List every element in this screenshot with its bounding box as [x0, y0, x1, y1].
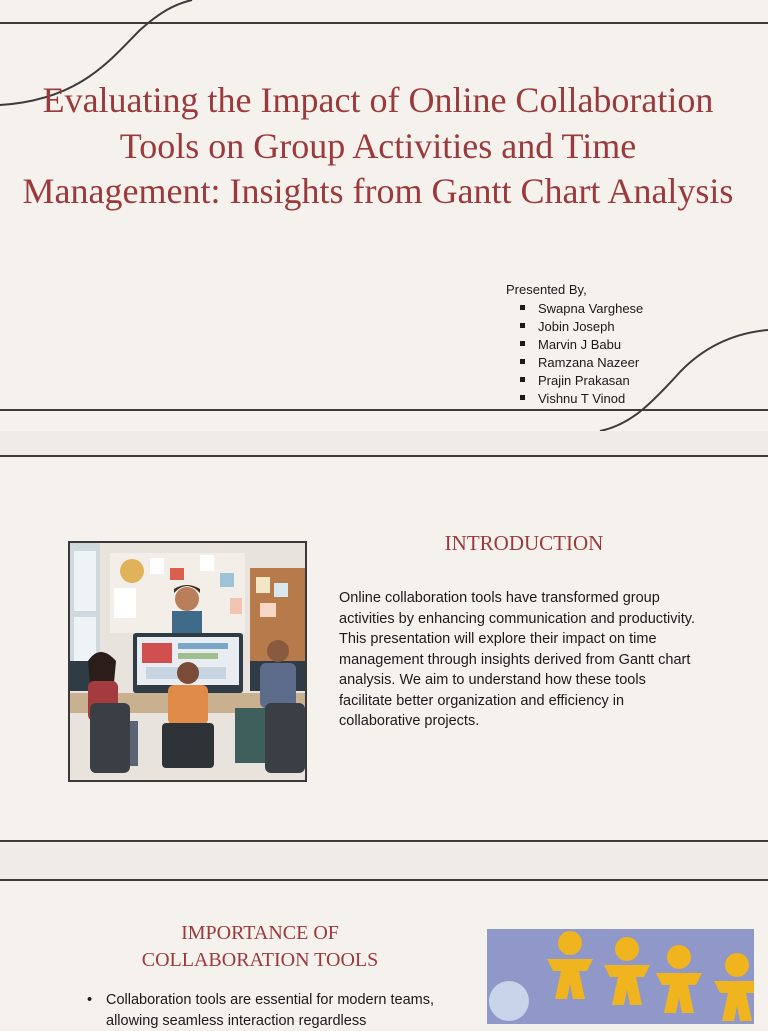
presenter-item: Prajin Prakasan: [518, 372, 643, 390]
presenter-item: Ramzana Nazeer: [518, 354, 643, 372]
presenter-item: Marvin J Babu: [518, 336, 643, 354]
decorative-curves: [0, 0, 768, 431]
introduction-body: Online collaboration tools have transformed group activities by enhancing communication and productivity. This presentation will explore their impact on time management through insights derived from Gantt chart analysis. We aim to understand how these tools facilitate better organization and efficiency in collaborative projects.: [339, 590, 695, 729]
importance-heading: IMPORTANCE OF COLLABORATION TOOLS: [141, 922, 379, 971]
importance-bullet-text: Collaboration tools are essential for modern teams, allowing seamless interaction regardless: [106, 992, 435, 1029]
presenter-list: [518, 300, 643, 408]
bullet-dot-icon: •: [87, 992, 93, 1008]
top-rule: [0, 879, 768, 881]
top-rule: [0, 455, 768, 457]
title-slide: [0, 0, 768, 431]
presenter-item: Jobin Joseph: [518, 318, 643, 336]
presenter-item: Swapna Varghese: [518, 300, 643, 318]
bottom-rule: [0, 840, 768, 842]
bottom-rule: [0, 409, 768, 411]
introduction-heading: INTRODUCTION: [444, 531, 604, 555]
slide-gap: [0, 431, 768, 455]
presentation-title: Evaluating the Impact of Online Collaboration Tools on Group Activities and Time Management: Insights from Gantt Chart Analysis: [22, 80, 734, 211]
team-collaboration-illustration: [68, 541, 307, 782]
top-rule: [0, 22, 768, 24]
presenter-item: Vishnu T Vinod: [518, 390, 643, 408]
paper-people-image: [487, 929, 754, 1024]
presented-by-label: Presented By,: [506, 282, 587, 297]
slide-gap: [0, 843, 768, 879]
